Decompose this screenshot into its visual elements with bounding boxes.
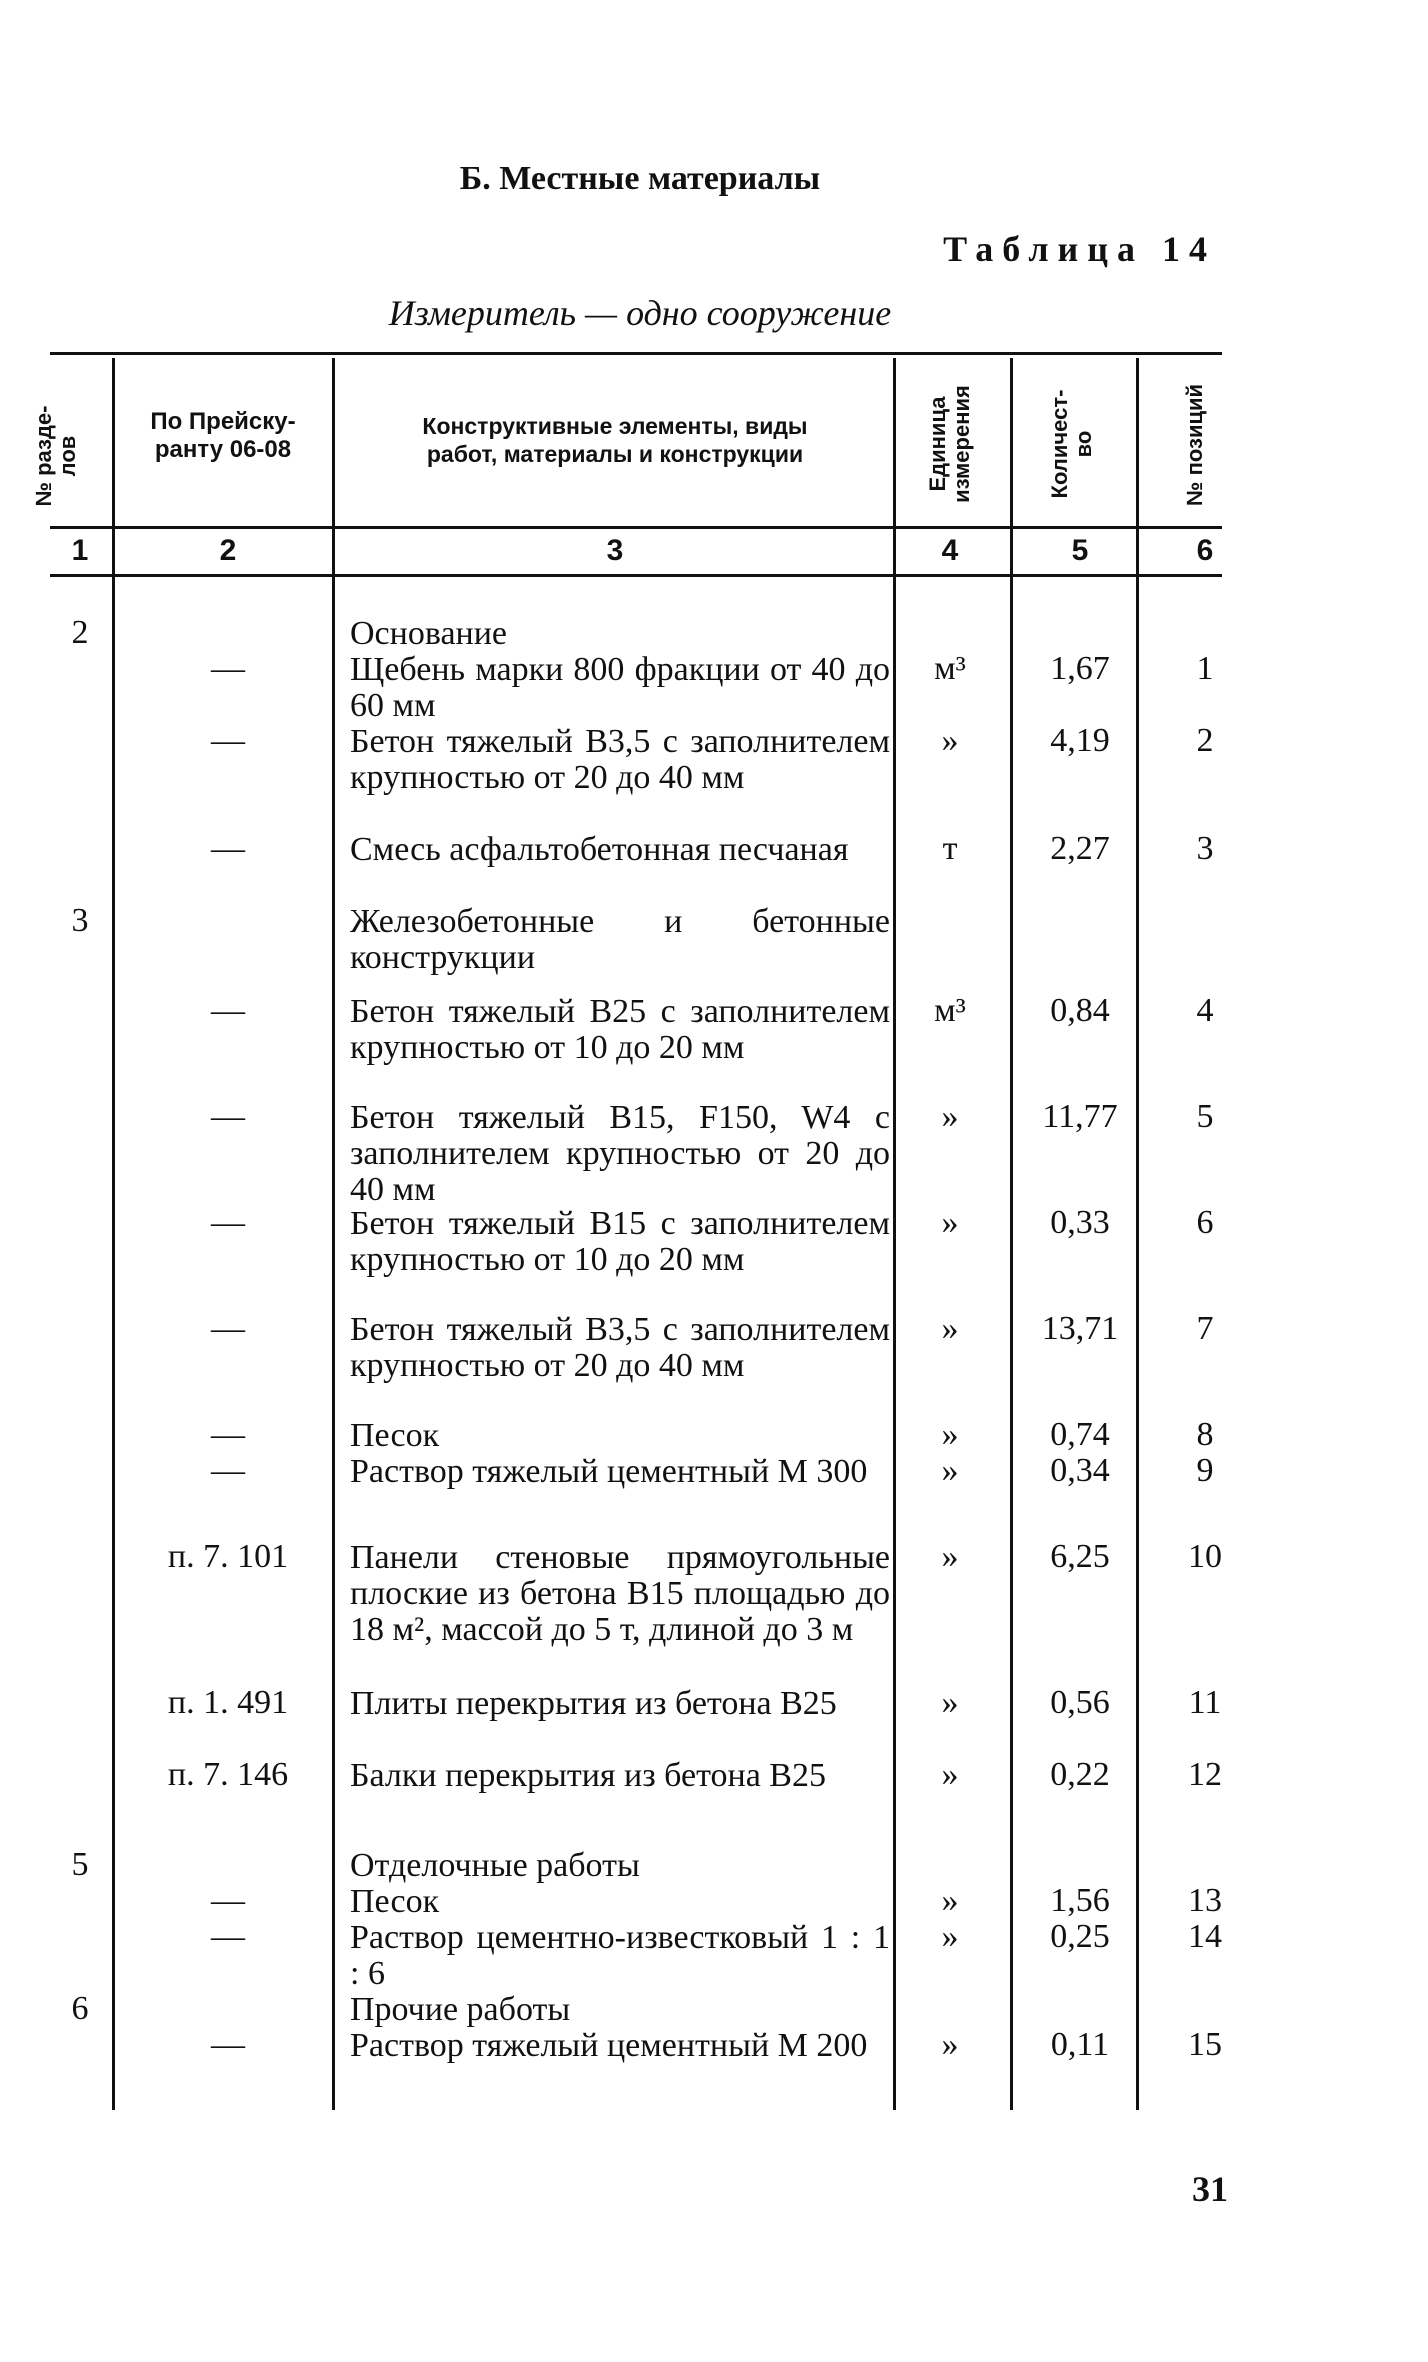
row-qty: 1,56 [1050,1882,1110,1919]
row-text: Основание [350,615,508,652]
row-pos: 11 [1188,1684,1222,1721]
col-divider-3 [893,358,896,2110]
row-text: Щебень марки 800 фракции от 40 до 60 мм [350,651,890,724]
header-col6-text: № позиций [1182,383,1207,507]
header-col1-text: № разде- лов [31,405,80,507]
header-bottom-rule [50,526,1222,529]
row-qty: 0,25 [1050,1918,1110,1955]
row-ref: — [211,2026,245,2063]
row-text: Раствор тяжелый цементный М 200 [350,2027,868,2064]
row-unit: т [942,830,958,867]
row-unit: » [941,722,959,759]
row-unit: » [941,2026,959,2063]
header-col1 [32,396,84,516]
measure-caption: Измеритель — одно сооружение [388,293,892,333]
row-text: Балки перекрытия из бетона В25 [350,1757,826,1794]
row-unit: » [941,1452,959,1489]
row-ref: — [211,722,245,759]
header-col6 [1183,375,1213,515]
row-text: Бетон тяжелый В3,5 с заполнителем крупностью от 20 до 40 мм [350,723,890,796]
col-number-4: 4 [941,534,959,567]
row-ref: — [211,1416,245,1453]
row-qty: 0,34 [1050,1452,1110,1489]
row-pos: 9 [1196,1452,1214,1489]
row-section: 2 [71,614,89,651]
row-ref: п. 7. 101 [167,1538,289,1575]
row-pos: 10 [1188,1538,1222,1575]
row-pos: 6 [1196,1204,1214,1241]
row-ref: — [211,1204,245,1241]
row-unit: » [941,1416,959,1453]
col-number-2: 2 [219,534,237,567]
row-qty: 6,25 [1050,1538,1110,1575]
row-pos: 1 [1196,650,1214,687]
row-text: Прочие работы [350,1991,571,2028]
row-unit: » [941,1204,959,1241]
row-ref: — [211,1882,245,1919]
row-ref: — [211,1098,245,1135]
row-pos: 14 [1188,1918,1222,1955]
row-text: Раствор цементно-известковый 1 : 1 : 6 [350,1919,890,1992]
row-ref: — [211,1310,245,1347]
row-text: Плиты перекрытия из бетона В25 [350,1685,837,1722]
row-ref: — [211,650,245,687]
row-pos: 2 [1196,722,1214,759]
row-text: Железобетонные и бетонные конструкции [350,903,890,976]
col-number-1: 1 [71,534,89,567]
row-pos: 8 [1196,1416,1214,1453]
row-unit: » [941,1684,959,1721]
row-pos: 7 [1196,1310,1214,1347]
row-unit: » [941,1918,959,1955]
row-qty: 0,84 [1050,992,1110,1029]
row-qty: 0,11 [1050,2026,1110,2063]
row-text: Песок [350,1417,440,1454]
col-number-5: 5 [1071,534,1089,567]
row-text: Бетон тяжелый В25 с заполнителем крупностью от 10 до 20 мм [350,993,890,1066]
header-col2-text: По Прейску- ранту 06-08 [150,408,296,463]
header-col3-text: Конструктивные элементы, виды работ, материалы и конструкции [422,413,808,467]
row-text: Песок [350,1883,440,1920]
row-ref: п. 1. 491 [167,1684,289,1721]
col-divider-2 [332,358,335,2110]
row-ref: — [211,830,245,867]
row-pos: 13 [1188,1882,1222,1919]
col-divider-4 [1010,358,1013,2110]
row-text: Бетон тяжелый В15 с заполнителем крупностью от 10 до 20 мм [350,1205,890,1278]
row-section: 6 [71,1990,89,2027]
section-title: Б. Местные материалы [459,160,821,197]
row-text: Смесь асфальтобетонная песчаная [350,831,849,868]
row-section: 3 [71,902,89,939]
row-qty: 0,22 [1050,1756,1110,1793]
table-top-rule [50,352,1222,355]
col-divider-1 [112,358,115,2110]
row-qty: 0,33 [1050,1204,1110,1241]
col-number-6: 6 [1196,534,1214,567]
row-unit: » [941,1310,959,1347]
row-qty: 0,56 [1050,1684,1110,1721]
row-ref: п. 7. 146 [167,1756,289,1793]
header-col4-text: Единица измерения [925,385,974,503]
header-col5-text: Количест- во [1047,389,1096,499]
row-text: Панели стеновые прямоугольные плоские из бетона В15 площадью до 18 м², массой до 5 т, длиной до 3 м [350,1539,890,1648]
row-unit: » [941,1538,959,1575]
header-col4 [926,382,978,506]
row-unit: » [941,1882,959,1919]
row-pos: 3 [1196,830,1214,867]
row-qty: 13,71 [1041,1310,1119,1347]
row-qty: 2,27 [1050,830,1110,867]
row-qty: 0,74 [1050,1416,1110,1453]
row-pos: 15 [1188,2026,1222,2063]
row-text: Отделочные работы [350,1847,640,1884]
row-unit: » [941,1756,959,1793]
row-qty: 1,67 [1050,650,1110,687]
row-ref: — [211,992,245,1029]
row-text: Бетон тяжелый В3,5 с заполнителем крупностью от 20 до 40 мм [350,1311,890,1384]
numbers-bottom-rule [50,574,1222,577]
page-number: 31 [1192,2169,1228,2209]
header-col5 [1048,382,1100,506]
row-section: 5 [71,1846,89,1883]
table-label: Таблица 14 [943,229,1216,269]
row-unit: » [941,1098,959,1135]
row-ref: — [211,1918,245,1955]
row-pos: 12 [1188,1756,1222,1793]
row-qty: 11,77 [1042,1098,1118,1135]
row-pos: 4 [1196,992,1214,1029]
row-unit: м³ [934,650,966,687]
row-pos: 5 [1196,1098,1214,1135]
row-text: Раствор тяжелый цементный М 300 [350,1453,868,1490]
row-text: Бетон тяжелый В15, F150, W4 с заполнителем крупностью от 20 до 40 мм [350,1099,890,1208]
row-ref: — [211,1452,245,1489]
header-col3 [340,412,890,468]
header-col2 [118,408,328,464]
row-qty: 4,19 [1050,722,1110,759]
col-number-3: 3 [606,534,624,567]
row-unit: м³ [934,992,966,1029]
